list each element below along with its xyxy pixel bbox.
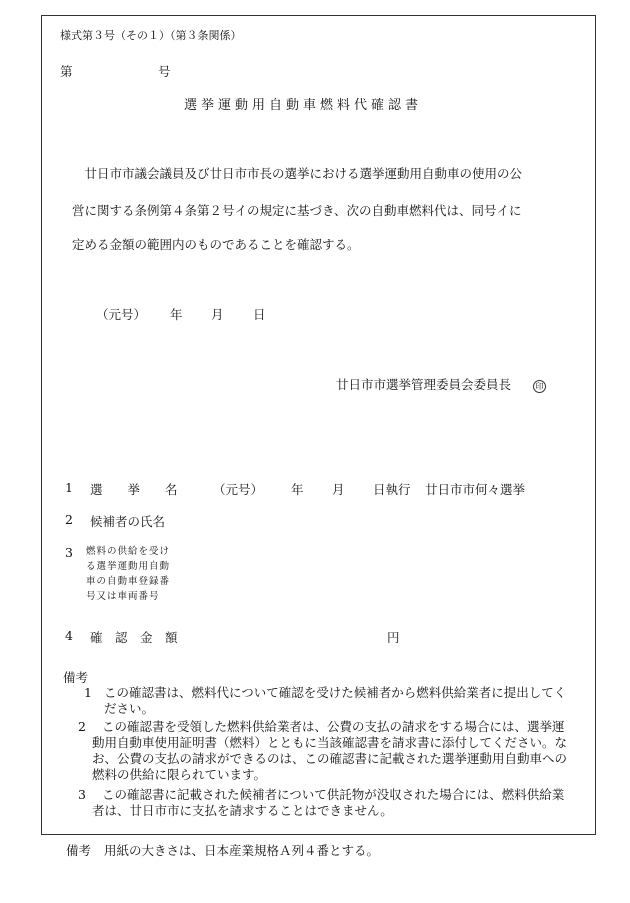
- item3-label-line-1: 燃料の供給を受け: [86, 546, 171, 557]
- footer-text: 用紙の大きさは、日本産業規格Ａ列４番とする。: [104, 843, 380, 858]
- date-day: 日: [253, 307, 266, 322]
- number-prefix: 第: [60, 64, 73, 79]
- item1-year: 年: [291, 482, 304, 497]
- item1-election-name: 廿日市市何々選挙: [425, 482, 526, 497]
- seal-stamp: [533, 376, 546, 395]
- item2-number: 2: [65, 512, 73, 527]
- document-title: 選挙運動用自動車燃料代確認書: [184, 98, 423, 113]
- note-number-2: 2: [78, 719, 86, 734]
- note-item-2: [78, 719, 572, 783]
- date-year: 年: [170, 307, 183, 322]
- body-line-3: 定める金額の範囲内のものであることを確認する。: [72, 237, 360, 252]
- item1-label: 選 挙 名: [90, 482, 178, 497]
- note-text-1: この確認書は、燃料代について確認を受けた候補者から燃料供給業者に提出してください。: [104, 685, 567, 716]
- number-suffix: 号: [158, 64, 171, 79]
- note-text-2: この確認書を受領した燃料供給業者は、公費の支払の請求をする場合には、選挙運動用自動車使用証明書（燃料）とともに当該確認書を請求書に添付してください。なお、公費の支払の請求ができるのは、この確認書に記載された選挙運動用自動車への燃料の供給に限られています。: [92, 719, 568, 782]
- form-label: 様式第３号（その１）（第３条関係）: [60, 29, 242, 42]
- item1-day-exec: 日執行: [373, 482, 411, 497]
- item1-number: 1: [65, 480, 73, 495]
- body-line-2: 営に関する条例第４条第２号イの規定に基づき、次の自動車燃料代は、同号イに: [72, 203, 522, 218]
- note-number-3: 3: [78, 787, 86, 802]
- body-line-1: 廿日市市議会議員及び廿日市市長の選挙における選挙運動用自動車の使用の公: [72, 166, 523, 181]
- note-item-3: [78, 787, 572, 819]
- note-number-1: 1: [84, 685, 92, 700]
- item3-label-line-2: る選挙運動用自動: [86, 561, 171, 572]
- footer-label: 備考: [66, 843, 92, 858]
- item2-label: 候補者の氏名: [90, 514, 166, 529]
- item3-label-line-4: 号又は車両番号: [86, 591, 160, 602]
- item3-label: [86, 544, 170, 604]
- item1-month: 月: [332, 482, 345, 497]
- item4-unit: 円: [387, 630, 400, 645]
- date-month: 月: [211, 307, 224, 322]
- note-item-1: [84, 685, 572, 717]
- issuer-name: 廿日市市選挙管理委員会委員長: [336, 377, 512, 392]
- seal-icon: 印: [533, 380, 546, 393]
- notes-heading: 備考: [63, 670, 89, 685]
- note-text-3: この確認書に記載された候補者について供託物が没収された場合には、燃料供給業者は、廿日市市に支払を請求することはできません。: [92, 787, 565, 818]
- date-era: （元号）: [96, 307, 147, 322]
- item4-number: 4: [65, 628, 73, 643]
- item3-number: 3: [65, 545, 73, 560]
- item1-era: （元号）: [213, 482, 264, 497]
- item3-label-line-3: 車の自動車登録番: [86, 576, 171, 587]
- item4-label: 確 認 金 額: [90, 630, 178, 645]
